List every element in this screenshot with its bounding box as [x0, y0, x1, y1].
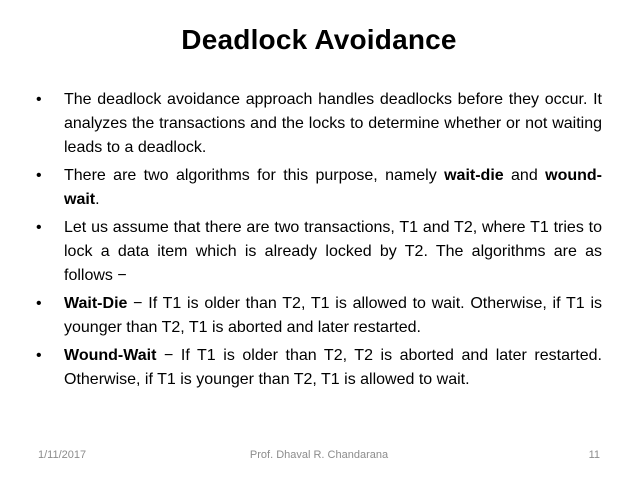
bullet-text: − If T1 is older than T2, T1 is allowed to wait. Otherwise, if T1 is younger than T2, T1 is aborted and later restarted. [64, 295, 602, 336]
bullet-text: − If T1 is older than T2, T2 is aborted and later restarted. Otherwise, if T1 is younger than T2, T1 is allowed to wait. [64, 347, 602, 388]
bullet-list [36, 88, 602, 396]
footer-author: Prof. Dhaval R. Chandarana [249, 449, 389, 461]
bullet-bold-term: Wait-Die [64, 295, 128, 312]
bullet-bold-term: Wound-Wait [64, 347, 157, 364]
bullet-text: Let us assume that there are two transactions, T1 and T2, where T1 tries to lock a data item which is already locked by T2. The algorithms are as follows − [64, 219, 602, 284]
bullet-text: There are two algorithms for this purpose, namely [64, 167, 445, 184]
bullet-item [36, 216, 602, 288]
footer-date: 1/11/2017 [38, 449, 87, 461]
bullet-bold-term: wait-die [444, 167, 504, 184]
footer-page-number: 11 [588, 449, 600, 461]
bullet-dot: • [36, 167, 42, 184]
bullet-dot: • [36, 91, 42, 108]
bullet-text: . [95, 191, 100, 208]
bullet-dot: • [36, 347, 42, 364]
bullet-item [36, 164, 602, 212]
bullet-item [36, 344, 602, 392]
bullet-dot: • [36, 219, 42, 236]
bullet-text: and [503, 167, 546, 184]
bullet-text: The deadlock avoidance approach handles deadlocks before they occur. It analyzes the transactions and the locks to determine whether or not waiting leads to a deadlock. [64, 91, 602, 156]
bullet-item [36, 292, 602, 340]
bullet-dot: • [36, 295, 42, 312]
bullet-bold-term: wound-wait [64, 167, 602, 208]
bullet-item [36, 88, 602, 160]
slide-title: Deadlock Avoidance [181, 24, 457, 55]
